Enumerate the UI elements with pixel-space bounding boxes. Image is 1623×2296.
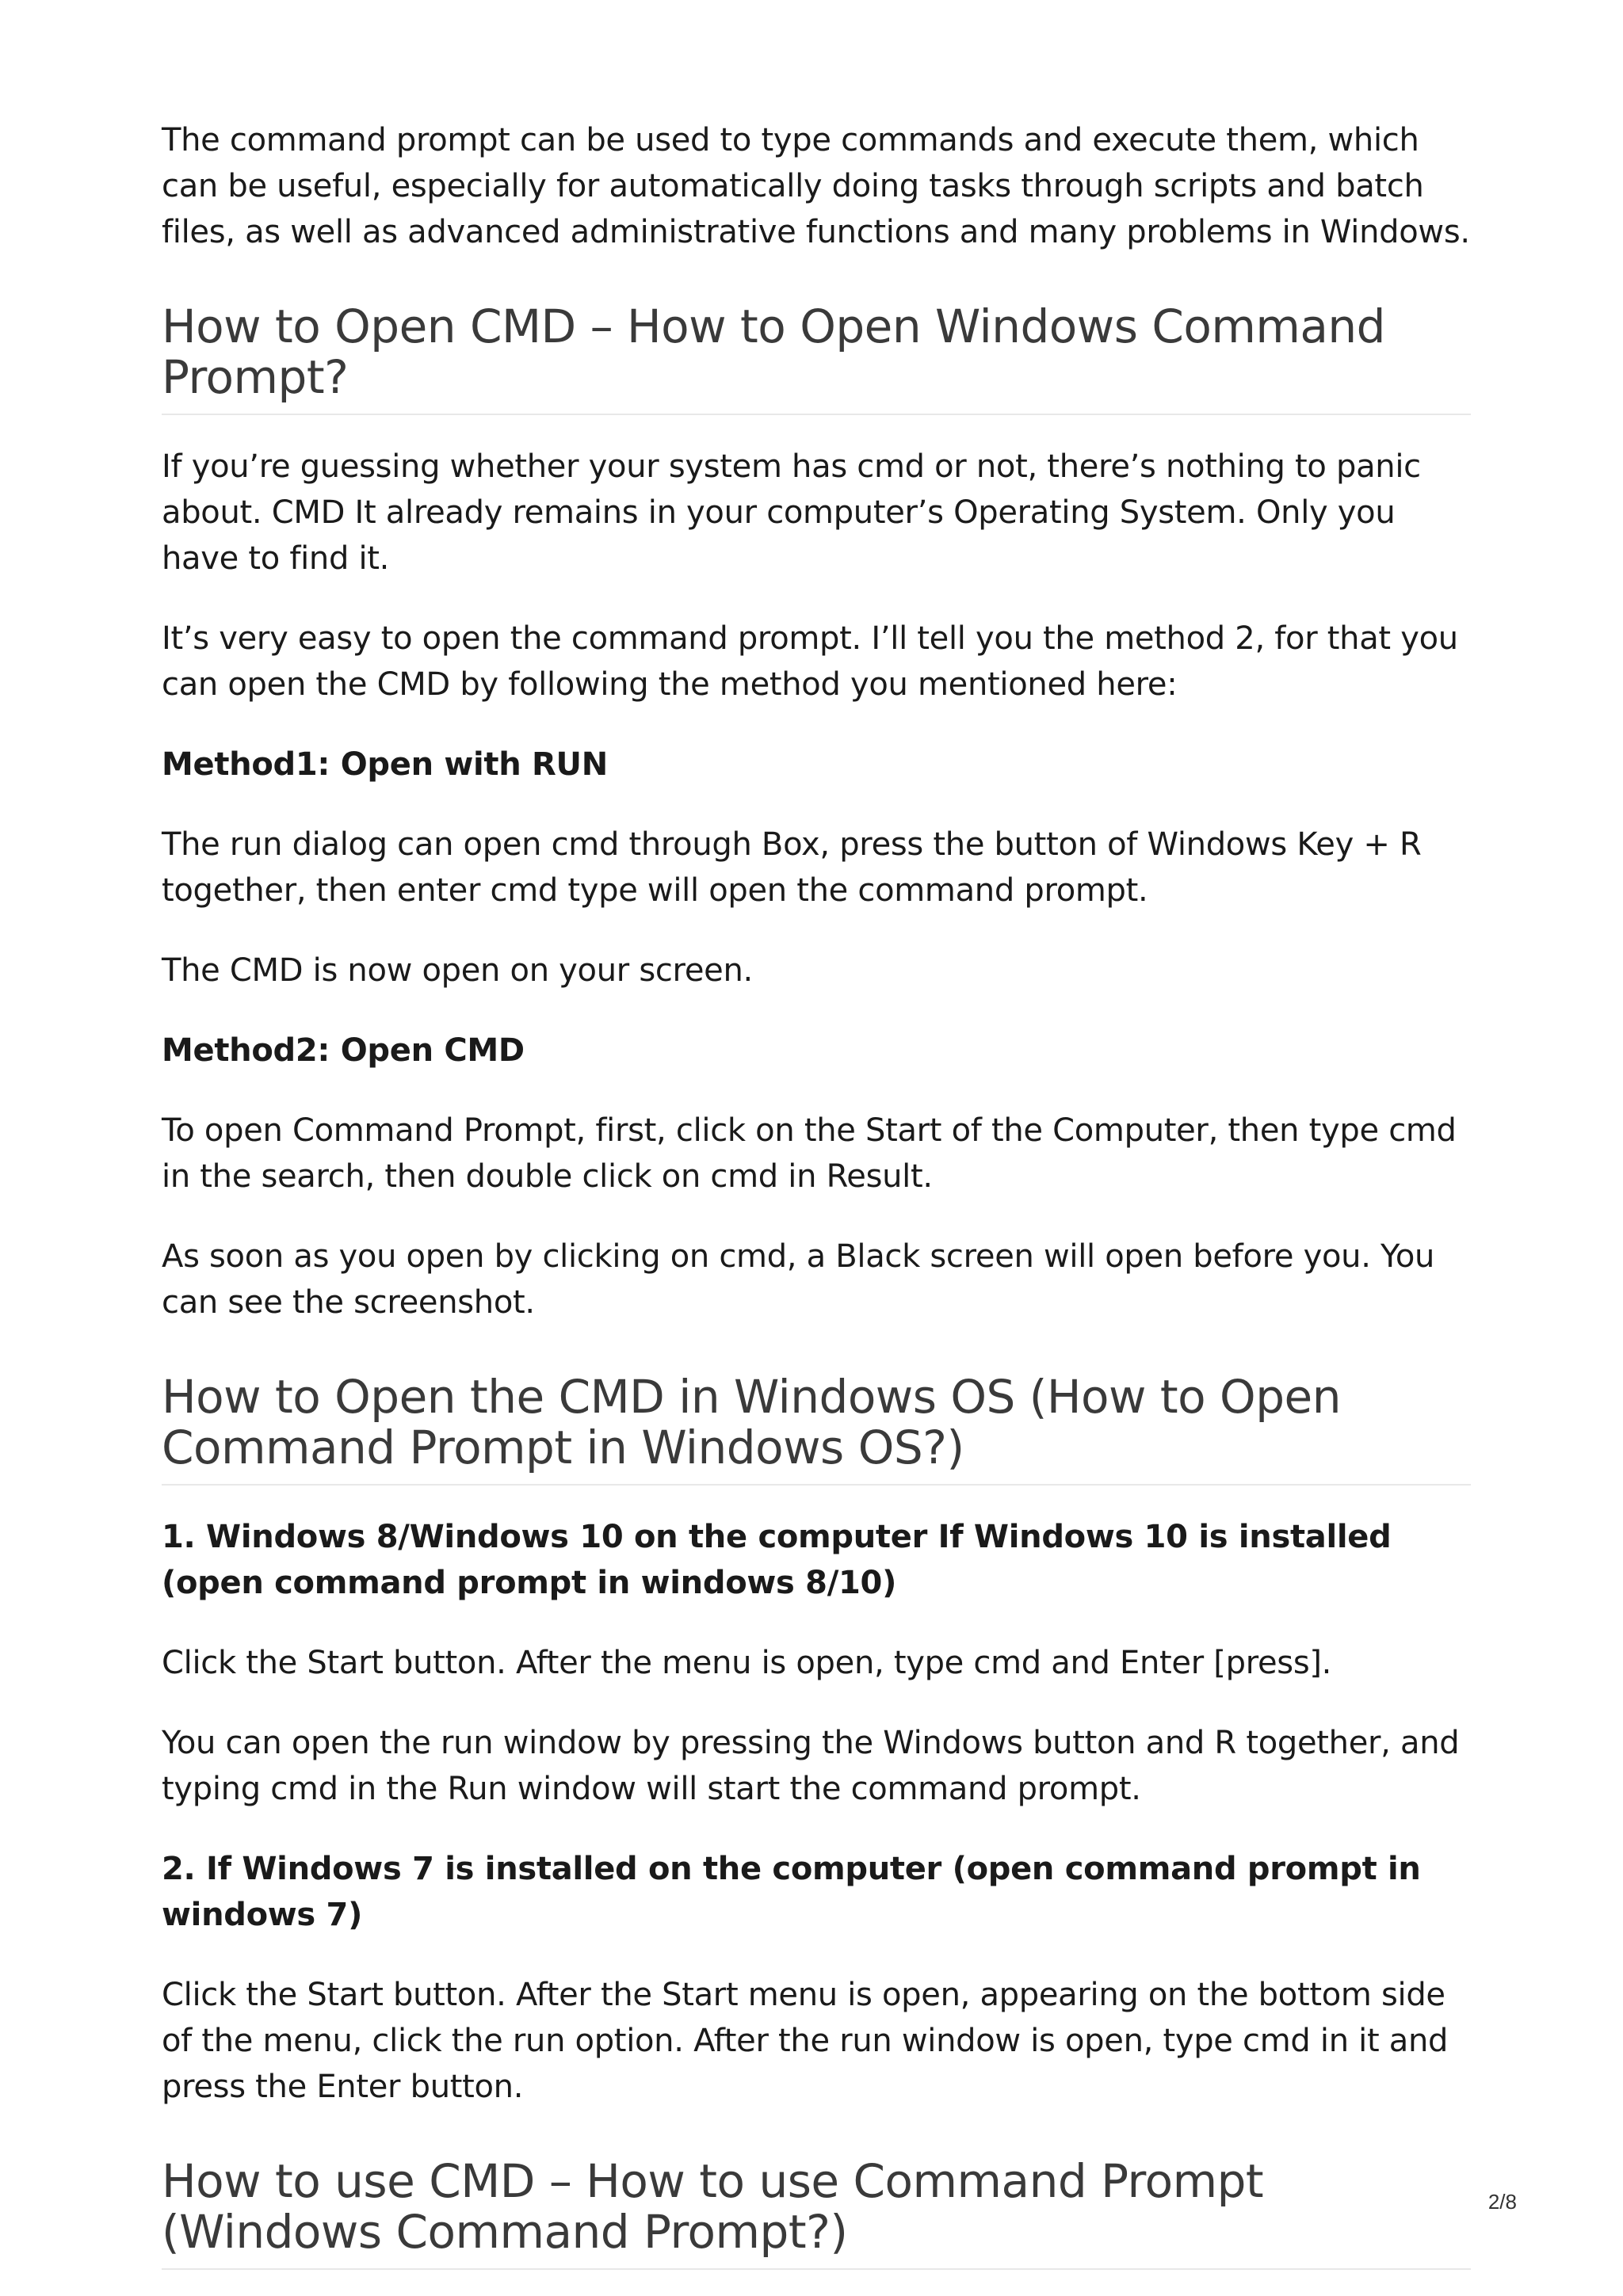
page-number: 2/8 [1487, 2190, 1517, 2214]
paragraph: The run dialog can open cmd through Box, press the button of Windows Key + R together, then enter cmd type will open the command prompt. [162, 826, 1422, 909]
paragraph: The CMD is now open on your screen. [162, 952, 753, 989]
section-heading-use-cmd: How to use CMD – How to use Command Prompt (Windows Command Prompt?) [162, 2156, 1471, 2270]
method1-title: Method1: Open with RUN [162, 746, 608, 783]
section-heading-open-cmd-windows-os: How to Open the CMD in Windows OS (How to Open Command Prompt in Windows OS?) [162, 1371, 1471, 1486]
paragraph: You can open the run window by pressing the Windows button and R together, and typing cmd in the Run window will start the command prompt. [162, 1725, 1460, 1807]
paragraph: It’s very easy to open the command prompt. I’ll tell you the method 2, for that you can open the CMD by following the method you mentioned here: [162, 620, 1458, 703]
method2-title: Method2: Open CMD [162, 1032, 525, 1069]
paragraph: To open Command Prompt, first, click on the Start of the Computer, then type cmd in the search, then double click on cmd in Result. [162, 1112, 1457, 1195]
subsection-title-windows-7: 2. If Windows 7 is installed on the computer (open command prompt in windows 7) [162, 1851, 1421, 1933]
article-content [162, 117, 1471, 2270]
intro-paragraph: The command prompt can be used to type commands and execute them, which can be useful, especially for automatically doing tasks through scripts and batch files, as well as advanced administrative functions and many problems in Windows. [162, 122, 1470, 250]
paragraph: Click the Start button. After the Start menu is open, appearing on the bottom side of the menu, click the run option. After the run window is open, type cmd in it and press the Enter button. [162, 1977, 1449, 2105]
paragraph: If you’re guessing whether your system has cmd or not, there’s nothing to panic about. CMD It already remains in your computer’s Operating System. Only you have to find it. [162, 448, 1421, 577]
paragraph: As soon as you open by clicking on cmd, a Black screen will open before you. You can see the screenshot. [162, 1238, 1435, 1321]
paragraph: Click the Start button. After the menu is open, type cmd and Enter [press]. [162, 1645, 1332, 1681]
subsection-title-windows-8-10: 1. Windows 8/Windows 10 on the computer If Windows 10 is installed (open command prompt in windows 8/10) [162, 1519, 1392, 1601]
section-heading-open-cmd: How to Open CMD – How to Open Windows Command Prompt? [162, 301, 1471, 415]
